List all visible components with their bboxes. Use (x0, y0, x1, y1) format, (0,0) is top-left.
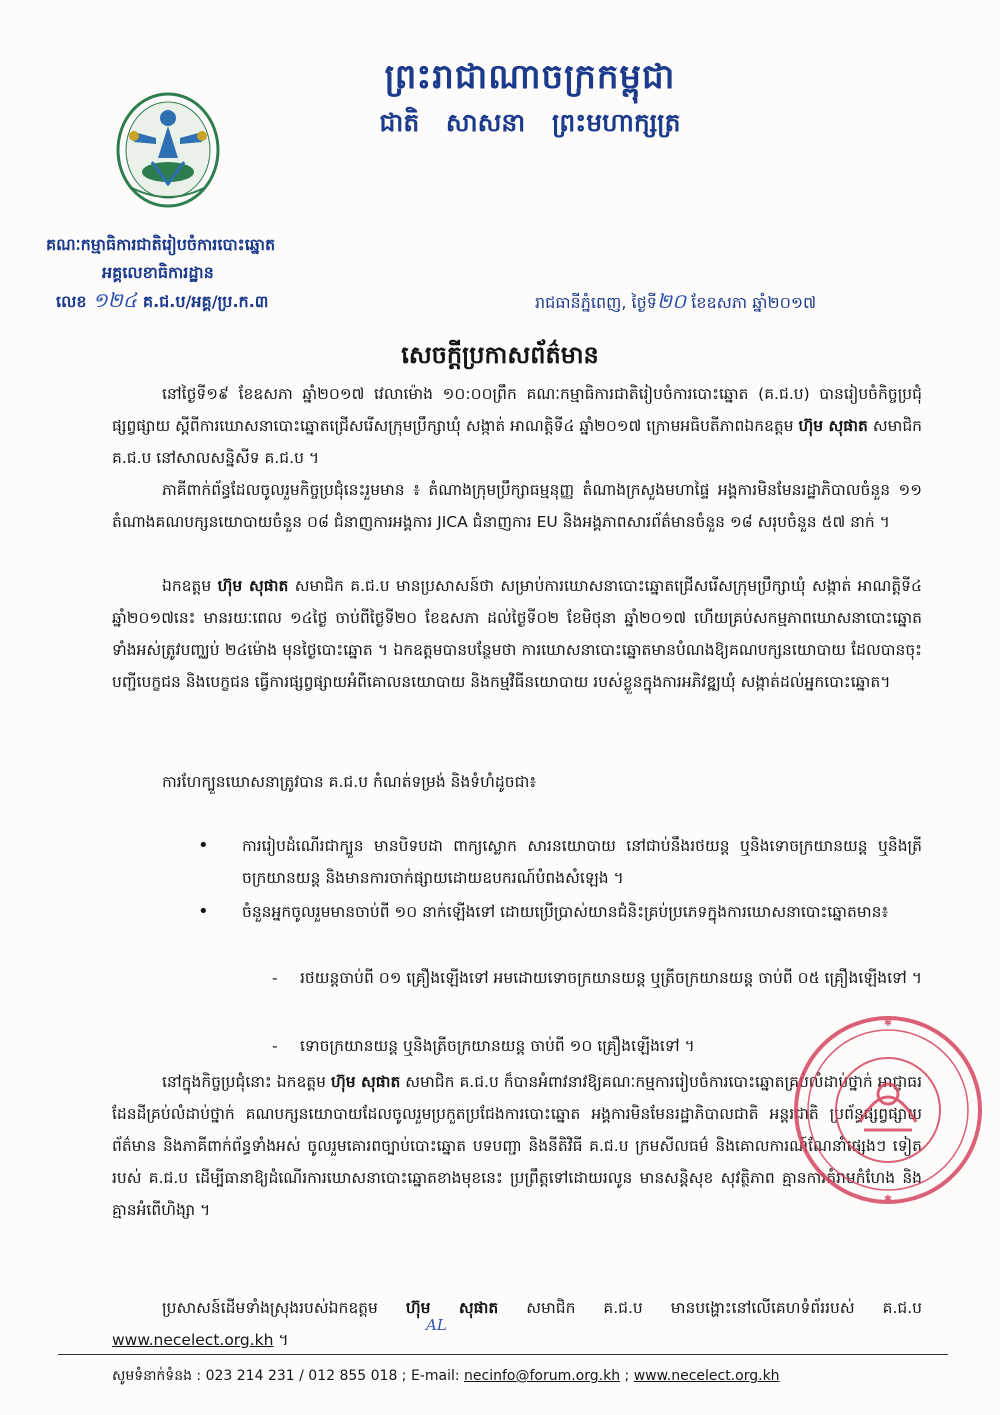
date-prefix: រាជធានីភ្នំពេញ, ថ្ងៃទី (535, 293, 657, 312)
paragraph-3-start: ឯកឧត្តម (162, 577, 218, 595)
dash-icon: - (272, 1037, 278, 1055)
handwritten-initials: AL (426, 1316, 447, 1334)
sub-bullet-text: រថយន្តចាប់ពី ០១ គ្រឿងឡើងទៅ អមដោយទោចក្រយានយន្ត ឬត្រីចក្រយានយន្ត ចាប់ពី ០៥ គ្រឿងឡើងទៅ ។ (300, 969, 922, 987)
organization-department: អគ្គលេខាធិការដ្ឋាន (102, 263, 214, 282)
footer-website-link[interactable]: www.necelect.org.kh (633, 1368, 780, 1384)
bullet-icon: • (198, 901, 209, 922)
footer-contact-prefix: សូមទំនាក់ទំនង : 023 214 231 / 012 855 018 ; E-mail: (112, 1368, 465, 1384)
bullet-item-1 (198, 830, 922, 894)
email-link[interactable]: necinfo@forum.org.kh (464, 1368, 621, 1384)
date-suffix: ខែឧសភា ឆ្នាំ២០១៧ (691, 293, 817, 312)
date-line (535, 288, 816, 318)
sub-bullet-text: ទោចក្រយានយន្ត ឬនិងត្រីចក្រយានយន្ត ចាប់ពី ១០ គ្រឿងឡើងទៅ ។ (300, 1037, 695, 1055)
official-name: ហ៊ុម សុផាត (330, 1073, 401, 1091)
sub-bullet-item-1 (272, 962, 922, 994)
dash-icon: - (272, 969, 278, 987)
official-name: ហ៊ុម សុផាត (798, 417, 868, 435)
organization-name: គណៈកម្មាធិការជាតិរៀបចំការបោះឆ្នោត (46, 235, 276, 254)
svg-text:✱: ✱ (883, 1194, 893, 1205)
paragraph-5-text: សមាជិក គ.ជ.ប ក៏បានអំពាវនាវឱ្យគណៈកម្មការរៀបចំការបោះឆ្នោតគ្រប់លំដាប់ថ្នាក់ អាជ្ញាធរដែនដីគ្រប់លំដាប់ថ្នាក់ គណបក្សនយោបាយដែលចូលរួមប្រកួតប្រជែងការបោះឆ្នោត អង្គការមិនមែនរដ្ឋាភិបាលជាតិ អន្តរជាតិ ប្រព័ន្ធផ្សព្វផ្សាយព័ត៌មាន និងភាគីពាក់ព័ន្ធទាំងអស់ ចូលរួមគោរពច្បាប់បោះឆ្នោត បទបញ្ជា និងនីតិវិធី គ.ជ.ប ក្រមសីលធម៌ និងគោលការណ៍ណែនាំផ្សេងៗ ទៀតរបស់ គ.ជ.ប ដើម្បីធានាឱ្យដំណើរការឃោសនាបោះឆ្នោតខាងមុខនេះ ប្រព្រឹត្តទៅដោយរលូន មានសន្តិសុខ សុវត្ថិភាព គ្មានការគំរាមកំហែង និងគ្មានអំពើហិង្សា ។ (112, 1073, 922, 1219)
paragraph-3 (112, 570, 922, 698)
reference-suffix: គ.ជ.ប/អគ្គ/ប្រ.ក.៣ (142, 292, 269, 311)
paragraph-4: ការហែក្បួនឃោសនាត្រូវបាន គ.ជ.ប កំណត់ទម្រង់ និងទំហំដូចជា៖ (162, 773, 537, 791)
paragraph-2: ភាគីពាក់ព័ន្ធដែលចូលរួមកិច្ចប្រជុំនេះរួមមាន ៖ តំណាងក្រុមប្រឹក្សាធម្មនុញ្ញ តំណាងក្រសួងមហាផ្ទៃ អង្គការមិនមែនរដ្ឋាភិបាលចំនួន ១១ តំណាងគណបក្សនយោបាយចំនួន ០៨ ជំនាញការអង្គការ JICA ជំនាញការ EU និងអង្គភាពសារព័ត៌មានចំនួន ១៨ សរុបចំនួន ៥៧ នាក់ ។ (112, 481, 922, 531)
national-motto: ជាតិ សាសនា ព្រះមហាក្សត្រ (379, 108, 681, 137)
website-link[interactable]: www.necelect.org.kh (112, 1331, 274, 1349)
paragraph-1 (112, 378, 922, 474)
bullet-icon: • (198, 835, 209, 856)
document-title: សេចក្តីប្រកាសព័ត៌មាន (401, 341, 599, 369)
footer-separator: ; (620, 1368, 634, 1384)
paragraph-3-text: សមាជិក គ.ជ.ប មានប្រសាសន៍ថា សម្រាប់ការឃោសនាបោះឆ្នោតជ្រើសរើសក្រុមប្រឹក្សាឃុំ សង្កាត់ អាណត្តិទី៤ ឆ្នាំ២០១៧នេះ មានរយៈពេល ១៤ថ្ងៃ ចាប់ពីថ្ងៃទី២០ ខែឧសភា ដល់ថ្ងៃទី០២ ខែមិថុនា ឆ្នាំ២០១៧ ហើយគ្រប់សកម្មភាពឃោសនាបោះឆ្នោតទាំងអស់ត្រូវបញ្ឈប់ ២៤ម៉ោង មុនថ្ងៃបោះឆ្នោត ។ ឯកឧត្តមបានបន្ថែមថា ការឃោសនាបោះឆ្នោតមានបំណងឱ្យគណបក្សនយោបាយ ដែលបានចុះបញ្ជីបេក្ខជន និងបេក្ខជន ធ្វើការផ្សព្វផ្សាយអំពីគោលនយោបាយ និងកម្មវិធីនយោបាយ របស់ខ្លួនក្នុងការអភិវឌ្ឍឃុំ សង្កាត់ដល់អ្នកបោះឆ្នោត។ (112, 577, 922, 691)
date-day: ២០ (656, 289, 687, 313)
paragraph-6-text: សមាជិក គ.ជ.ប មានបង្ហោះនៅលើគេហទំព័ររបស់ គ.ជ.ប (498, 1299, 922, 1317)
reference-label: លេខ (56, 292, 87, 311)
reference-line (56, 287, 268, 317)
footer-contact (112, 1366, 780, 1387)
paragraph-6-start: ប្រសាសន៍ដើមទាំងស្រុងរបស់ឯកឧត្តម (162, 1299, 406, 1317)
official-name: ហ៊ុម សុផាត (405, 1299, 499, 1317)
royal-title: ព្រះរាជាណាចក្រកម្ពុជា (384, 57, 676, 97)
paragraph-1-text: នៅថ្ងៃទី១៩ ខែឧសភា ឆ្នាំ២០១៧ វេលាម៉ោង ១០:០០ព្រឹក គណៈកម្មាធិការជាតិរៀបចំការបោះឆ្នោត (គ.ជ.ប) បានរៀបចំកិច្ចប្រជុំផ្សព្វផ្សាយ ស្តីពីការឃោសនាបោះឆ្នោតជ្រើសរើសក្រុមប្រឹក្សាឃុំ សង្កាត់ អាណត្តិទី៤ ឆ្នាំ២០១៧ ក្រោមអធិបតីភាពឯកឧត្តម (112, 385, 922, 435)
paragraph-6 (112, 1292, 922, 1356)
bullet-text: ចំនួនអ្នកចូលរួមមានចាប់ពី ១០ នាក់ឡើងទៅ ដោយប្រើប្រាស់យានជំនិះគ្រប់ប្រភេទក្នុងការឃោសនាបោះឆ្នោតមាន៖ (242, 903, 889, 921)
bullet-text: ការរៀបដំណើរជាក្បួន មានបិទបដា ពាក្យស្លោក សារនយោបាយ នៅជាប់នឹងរថយន្ត ឬនិងទោចក្រយានយន្ត ឬនិងត្រីចក្រយានយន្ត និងមានការចាក់ផ្សាយដោយឧបករណ៍បំពងសំឡេង ។ (242, 837, 922, 887)
paragraph-1-end: សមាជិក គ.ជ.ប នៅសាលសន្និសីទ គ.ជ.ប ។ (112, 417, 923, 467)
official-stamp-seal (790, 1012, 986, 1208)
footer-divider (58, 1354, 948, 1355)
paragraph-5-start: នៅក្នុងកិច្ចប្រជុំនោះ ឯកឧត្តម (162, 1073, 331, 1091)
paragraph-6-end: ។ (273, 1331, 289, 1349)
svg-text:✱: ✱ (883, 1018, 893, 1029)
official-name: ហ៊ុម សុផាត (217, 577, 289, 595)
bullet-item-2 (198, 896, 922, 928)
nec-logo (112, 88, 224, 216)
reference-number: ១២៤ (92, 288, 137, 312)
